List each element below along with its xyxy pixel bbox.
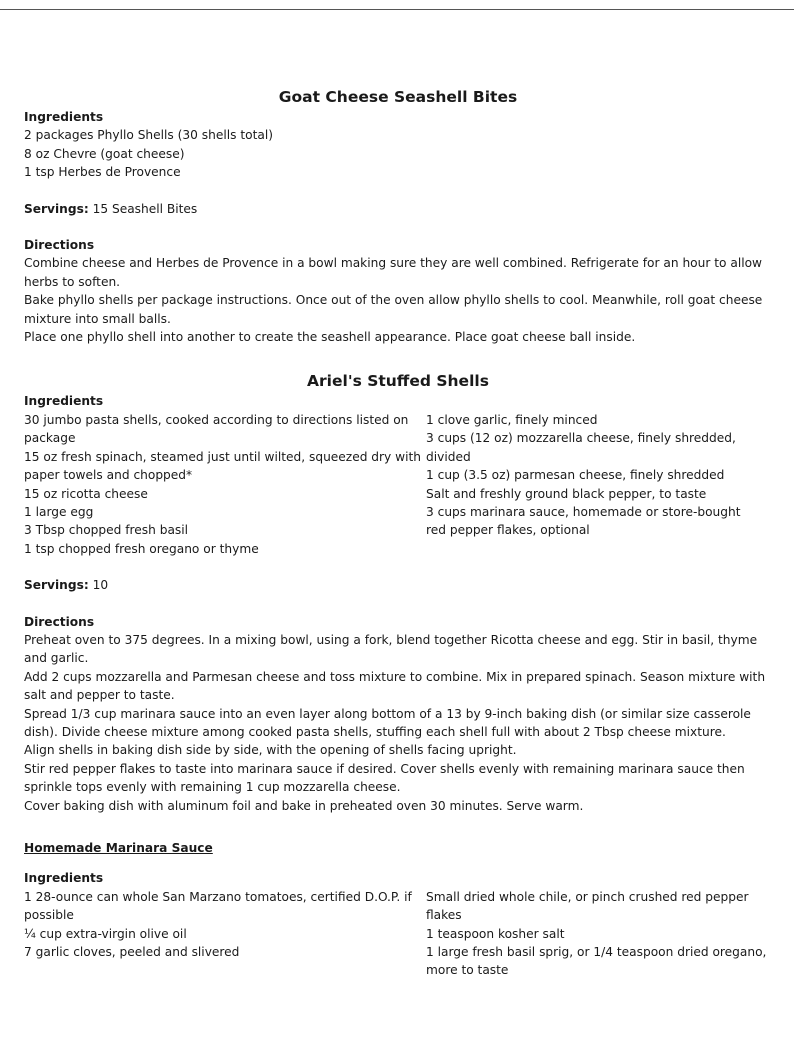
direction-step: Bake phyllo shells per package instructions. Once out of the oven allow phyllo shells to cool. Meanwhile, roll goat cheese mixture into small balls. <box>24 293 763 326</box>
direction-step: Align shells in baking dish side by side, with the opening of shells facing upright. <box>24 743 517 758</box>
ingredient-line: 1 teaspoon kosher salt <box>426 926 565 941</box>
servings <box>24 576 772 594</box>
direction-step: Preheat oven to 375 degrees. In a mixing bowl, using a fork, blend together Ricotta cheese and egg. Stir in basil, thyme and garlic. <box>24 632 758 666</box>
ingredient-line: 3 cups marinara sauce, homemade or store-bought <box>426 504 741 519</box>
ingredient-line: 8 oz Chevre (goat cheese) <box>24 146 185 161</box>
servings-label: Servings: <box>24 201 89 216</box>
ingredients-columns <box>24 888 772 980</box>
ingredient-line: ¼ cup extra-virgin olive oil <box>24 926 187 941</box>
ingredient-line: 1 large egg <box>24 504 94 519</box>
ingredient-line: 2 packages Phyllo Shells (30 shells total) <box>24 128 273 143</box>
subrecipe-title: Homemade Marinara Sauce <box>24 841 213 855</box>
directions-heading: Directions <box>24 238 95 253</box>
direction-step: Add 2 cups mozzarella and Parmesan cheese and toss mixture to combine. Mix in prepared spinach. Season mixture with salt and pepper to taste. <box>24 669 766 703</box>
direction-step: Cover baking dish with aluminum foil and bake in preheated oven 30 minutes. Serve warm. <box>24 798 584 813</box>
direction-step: Place one phyllo shell into another to create the seashell appearance. Place goat cheese ball inside. <box>24 330 636 345</box>
ingredients-left-column <box>24 888 426 980</box>
recipe-marinara <box>24 839 772 980</box>
recipe-goat-cheese <box>24 86 772 346</box>
recipe-document <box>24 86 772 980</box>
ingredient-line: 1 tsp Herbes de Provence <box>24 165 181 180</box>
ingredient-line: 3 cups (12 oz) mozzarella cheese, finely shredded, divided <box>426 431 736 464</box>
ingredients-right-column <box>426 411 772 558</box>
ingredients-left-column <box>24 411 426 558</box>
servings <box>24 200 772 218</box>
ingredient-line: 1 large fresh basil sprig, or 1/4 teaspoon dried oregano, more to taste <box>426 945 767 978</box>
ingredients-right-column <box>426 888 772 980</box>
direction-step: Spread 1/3 cup marinara sauce into an even layer along bottom of a 13 by 9-inch baking dish (or similar size casserole dish). Divide cheese mixture among cooked pasta shells, stuffing each shell full with about 2 Tbsp cheese mixture. <box>24 706 751 739</box>
direction-step: Stir red pepper flakes to taste into marinara sauce if desired. Cover shells evenly with remaining marinara sauce then sprinkle tops evenly with remaining 1 cup mozzarella cheese. <box>24 761 745 795</box>
ingredients-columns <box>24 411 772 558</box>
servings-label: Servings: <box>24 578 89 593</box>
ingredient-line: red pepper flakes, optional <box>426 523 590 538</box>
servings-value: 10 <box>92 578 109 593</box>
ingredients-heading: Ingredients <box>24 110 104 124</box>
ingredient-line: 30 jumbo pasta shells, cooked according to directions listed on package <box>24 412 409 446</box>
recipe-stuffed-shells <box>24 370 772 815</box>
ingredient-line: Salt and freshly ground black pepper, to taste <box>426 486 707 501</box>
ingredient-line: 1 tsp chopped fresh oregano or thyme <box>24 541 259 556</box>
page-top-border <box>0 9 794 10</box>
ingredients-heading: Ingredients <box>24 394 104 409</box>
ingredient-line: 1 cup (3.5 oz) parmesan cheese, finely shredded <box>426 468 725 483</box>
ingredient-line: Small dried whole chile, or pinch crushed red pepper flakes <box>426 889 749 923</box>
directions-heading: Directions <box>24 614 95 629</box>
ingredient-line: 15 oz fresh spinach, steamed just until wilted, squeezed dry with paper towels and chopped* <box>24 449 421 483</box>
recipe-title: Goat Cheese Seashell Bites <box>278 88 518 106</box>
ingredient-line: 15 oz ricotta cheese <box>24 486 148 501</box>
ingredient-line: 7 garlic cloves, peeled and slivered <box>24 945 240 960</box>
ingredients-heading: Ingredients <box>24 871 104 886</box>
ingredient-line: 3 Tbsp chopped fresh basil <box>24 523 189 538</box>
ingredient-line: 1 28-ounce can whole San Marzano tomatoes, certified D.O.P. if possible <box>24 889 412 923</box>
recipe-title: Ariel's Stuffed Shells <box>307 372 489 391</box>
ingredient-line: 1 clove garlic, finely minced <box>426 412 598 427</box>
servings-value: 15 Seashell Bites <box>92 201 198 216</box>
direction-step: Combine cheese and Herbes de Provence in a bowl making sure they are well combined. Refrigerate for an hour to allow herbs to soften. <box>24 256 763 289</box>
